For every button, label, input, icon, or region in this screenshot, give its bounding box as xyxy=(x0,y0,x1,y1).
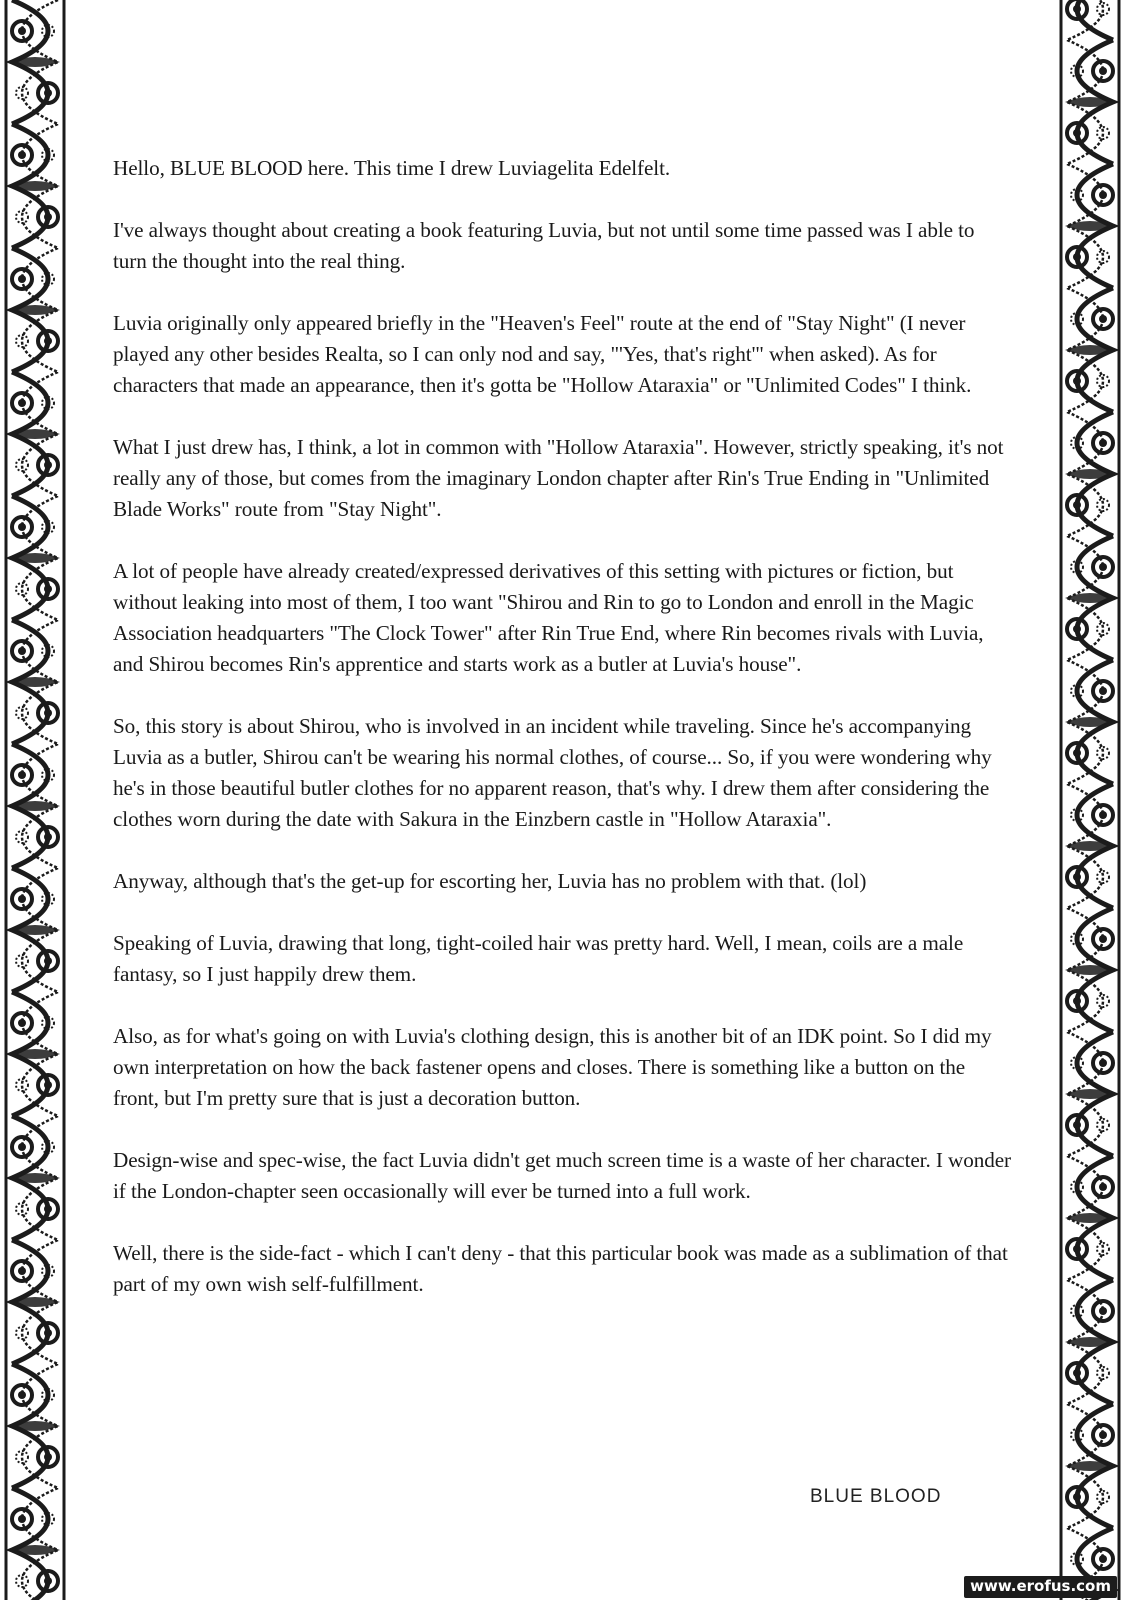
paragraph: Well, there is the side-fact - which I can't deny - that this particular book was made as a sublimation of that part of my own wish self-fulfillment. xyxy=(113,1241,1008,1296)
paragraph: Hello, BLUE BLOOD here. This time I drew Luviagelita Edelfelt. xyxy=(113,156,671,180)
ornamental-scroll-border-icon xyxy=(0,0,70,1600)
afterword-text xyxy=(113,153,1013,1331)
site-watermark: www.erofus.com xyxy=(964,1576,1117,1598)
author-signature: BLUE BLOOD xyxy=(810,1486,942,1507)
paragraph: Speaking of Luvia, drawing that long, tight-coiled hair was pretty hard. Well, I mean, coils are a male fantasy, so I just happily drew them. xyxy=(113,931,964,986)
paragraph: Design-wise and spec-wise, the fact Luvia didn't get much screen time is a waste of her character. I wonder if the London-chapter seen occasionally will ever be turned into a full work. xyxy=(113,1148,1011,1203)
ornamental-scroll-border-icon xyxy=(1055,0,1125,1600)
paragraph: A lot of people have already created/expressed derivatives of this setting with pictures or fiction, but without leaking into most of them, I too want "Shirou and Rin to go to London and enroll in the Magic Association headquarters "The Clock Tower" after Rin True End, where Rin becomes rivals with Luvia, and Shirou becomes Rin's apprentice and starts work as a butler at Luvia's house". xyxy=(113,559,984,676)
right-ornamental-border xyxy=(1055,0,1125,1600)
paragraph: So, this story is about Shirou, who is involved in an incident while traveling. Since he's accompanying Luvia as a butler, Shirou can't be wearing his normal clothes, of course... So, if you were wondering why he's in those beautiful butler clothes for no apparent reason, that's why. I drew them after considering the clothes worn during the date with Sakura in the Einzbern castle in "Hollow Ataraxia". xyxy=(113,714,992,831)
left-ornamental-border xyxy=(0,0,70,1600)
paragraph: Anyway, although that's the get-up for escorting her, Luvia has no problem with that. (lol) xyxy=(113,869,867,893)
paragraph: Also, as for what's going on with Luvia's clothing design, this is another bit of an IDK point. So I did my own interpretation on how the back fastener opens and closes. There is something like a button on the front, but I'm pretty sure that is just a decoration button. xyxy=(113,1024,992,1110)
paragraph: Luvia originally only appeared briefly in the "Heaven's Feel" route at the end of "Stay Night" (I never played any other besides Realta, so I can only nod and say, "'Yes, that's right'" when asked). As for characters that made an appearance, then it's gotta be "Hollow Ataraxia" or "Unlimited Codes" I think. xyxy=(113,311,972,397)
paragraph: I've always thought about creating a book featuring Luvia, but not until some time passed was I able to turn the thought into the real thing. xyxy=(113,218,975,273)
paragraph: What I just drew has, I think, a lot in common with "Hollow Ataraxia". However, strictly speaking, it's not really any of those, but comes from the imaginary London chapter after Rin's True Ending in "Unlimited Blade Works" route from "Stay Night". xyxy=(113,435,1004,521)
